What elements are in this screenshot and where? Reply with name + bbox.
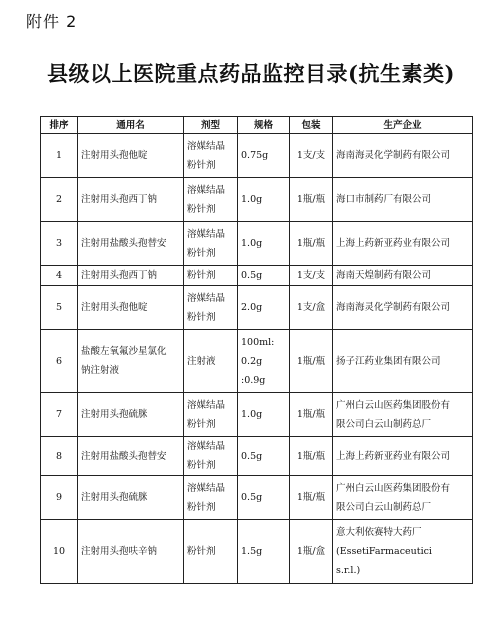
row-no <box>41 178 78 222</box>
row-spec-text: 0.75g <box>241 150 269 161</box>
row-no <box>41 476 78 520</box>
row-name-text: 注射用头孢西丁钠 <box>81 270 158 281</box>
row-pack-text: 1支/盒 <box>296 302 326 313</box>
row-pack <box>290 266 333 286</box>
row-spec <box>238 476 290 520</box>
row-name-text: 盐酸左氧氟沙星氯化 钠注射液 <box>81 346 167 376</box>
drug-table <box>40 116 473 584</box>
row-form-text: 粉针剂 <box>187 270 216 281</box>
row-form <box>184 266 238 286</box>
row-spec <box>238 266 290 286</box>
row-pack-text: 1瓶/瓶 <box>296 492 326 503</box>
row-no <box>41 222 78 266</box>
row-spec <box>238 178 290 222</box>
row-maker-text: 海南海灵化学制药有限公司 <box>336 302 451 313</box>
row-form-text: 溶媒结晶 粉针剂 <box>187 228 226 259</box>
header-no: 排序 <box>41 117 78 134</box>
row-name-text: 注射用头孢硫脒 <box>81 409 148 420</box>
row-spec <box>238 330 290 393</box>
row-spec <box>238 286 290 330</box>
row-form-text: 溶媒结晶 粉针剂 <box>187 441 226 471</box>
row-name-text: 注射用头孢西丁钠 <box>81 194 158 205</box>
header-spec: 规格 <box>238 117 290 134</box>
header-pack: 包装 <box>290 117 333 134</box>
row-pack <box>290 393 333 437</box>
row-pack <box>290 134 333 178</box>
table-row <box>41 330 473 393</box>
row-pack-text: 1支/支 <box>296 150 326 161</box>
header-maker: 生产企业 <box>333 117 473 134</box>
row-no <box>41 266 78 286</box>
row-name <box>78 437 184 476</box>
row-pack <box>290 476 333 520</box>
row-form <box>184 520 238 584</box>
row-maker-text: 意大利依赛特大药厂 (EssetiFarmaceutici s.r.l.) <box>336 527 432 576</box>
row-form-text: 溶媒结晶 粉针剂 <box>187 184 226 215</box>
row-pack <box>290 222 333 266</box>
row-form <box>184 286 238 330</box>
row-name <box>78 134 184 178</box>
row-spec <box>238 437 290 476</box>
row-name-text: 注射用头孢他啶 <box>81 302 148 313</box>
header-name: 通用名 <box>78 117 184 134</box>
row-name <box>78 520 184 584</box>
row-maker <box>333 476 473 520</box>
row-maker-text: 扬子江药业集团有限公司 <box>336 355 441 367</box>
row-no-text: 7 <box>55 409 63 420</box>
row-pack-text: 1瓶/瓶 <box>296 194 326 205</box>
row-no <box>41 134 78 178</box>
row-pack-text: 1瓶/瓶 <box>296 409 326 420</box>
row-name-text: 注射用头孢呋辛钠 <box>81 546 158 557</box>
row-spec-text: 1.0g <box>241 194 263 205</box>
row-spec-text: 1.5g <box>241 546 263 557</box>
row-spec-text: 100ml: 0.2g :0.9g <box>241 336 275 386</box>
row-no <box>41 330 78 393</box>
row-name <box>78 286 184 330</box>
row-form-text: 粉针剂 <box>187 546 216 557</box>
document-title: 县级以上医院重点药品监控目录(抗生素类) <box>47 61 455 86</box>
row-maker-text: 广州白云山医药集团股份有 限公司白云山制药总厂 <box>336 399 451 430</box>
table-row <box>41 437 473 476</box>
table-row <box>41 178 473 222</box>
row-pack <box>290 330 333 393</box>
row-pack <box>290 520 333 584</box>
row-pack <box>290 178 333 222</box>
row-form-text: 注射液 <box>187 355 216 367</box>
row-name <box>78 330 184 393</box>
row-maker <box>333 330 473 393</box>
row-form-text: 溶媒结晶 粉针剂 <box>187 399 226 430</box>
row-name-text: 注射用头孢硫脒 <box>81 492 148 503</box>
row-name-text: 注射用盐酸头孢替安 <box>81 238 167 249</box>
row-spec <box>238 393 290 437</box>
row-spec-text: 2.0g <box>241 302 263 313</box>
header-form: 剂型 <box>184 117 238 134</box>
row-name <box>78 393 184 437</box>
row-no-text: 2 <box>55 194 63 205</box>
row-pack-text: 1瓶/瓶 <box>296 450 326 462</box>
row-no <box>41 393 78 437</box>
row-no-text: 3 <box>55 238 63 249</box>
row-no-text: 9 <box>55 492 63 503</box>
row-spec-text: 1.0g <box>241 409 263 420</box>
row-name-text: 注射用盐酸头孢替安 <box>81 450 167 462</box>
row-spec-text: 1.0g <box>241 238 263 249</box>
row-maker-text: 广州白云山医药集团股份有 限公司白云山制药总厂 <box>336 482 451 513</box>
row-form <box>184 134 238 178</box>
row-maker <box>333 286 473 330</box>
row-name <box>78 222 184 266</box>
row-maker <box>333 520 473 584</box>
row-pack-text: 1瓶/盒 <box>296 546 326 557</box>
table-row <box>41 266 473 286</box>
row-maker-text: 上海上药新亚药业有限公司 <box>336 450 451 462</box>
row-pack-text: 1瓶/瓶 <box>296 238 326 249</box>
table-header-row <box>41 117 473 134</box>
row-no-text: 10 <box>52 546 66 557</box>
row-maker-text: 海口市制药厂有限公司 <box>336 194 432 205</box>
row-maker <box>333 178 473 222</box>
table-row <box>41 222 473 266</box>
row-no-text: 1 <box>55 150 63 161</box>
row-spec <box>238 520 290 584</box>
row-form <box>184 476 238 520</box>
row-no <box>41 286 78 330</box>
row-no-text: 8 <box>55 450 63 462</box>
attachment-label: 附件 2 <box>26 12 78 31</box>
row-pack-text: 1支/支 <box>296 270 326 281</box>
row-spec <box>238 222 290 266</box>
row-name <box>78 178 184 222</box>
row-name-text: 注射用头孢他啶 <box>81 150 148 161</box>
row-maker <box>333 134 473 178</box>
row-form-text: 溶媒结晶 粉针剂 <box>187 292 226 323</box>
row-form <box>184 222 238 266</box>
table-row <box>41 134 473 178</box>
row-form-text: 溶媒结晶 粉针剂 <box>187 140 226 171</box>
row-maker <box>333 393 473 437</box>
row-form-text: 溶媒结晶 粉针剂 <box>187 482 226 513</box>
row-pack <box>290 437 333 476</box>
row-spec-text: 0.5g <box>241 270 263 281</box>
row-form <box>184 393 238 437</box>
row-maker-text: 上海上药新亚药业有限公司 <box>336 238 451 249</box>
row-maker <box>333 266 473 286</box>
table-row <box>41 286 473 330</box>
row-spec <box>238 134 290 178</box>
row-maker-text: 海南天煌制药有限公司 <box>336 270 432 281</box>
row-spec-text: 0.5g <box>241 492 263 503</box>
row-form <box>184 178 238 222</box>
row-name <box>78 266 184 286</box>
row-no <box>41 520 78 584</box>
row-no-text: 6 <box>55 355 63 367</box>
row-no <box>41 437 78 476</box>
row-maker <box>333 437 473 476</box>
row-spec-text: 0.5g <box>241 450 263 462</box>
row-name <box>78 476 184 520</box>
row-no-text: 4 <box>55 270 63 281</box>
row-pack-text: 1瓶/瓶 <box>296 355 326 367</box>
row-maker <box>333 222 473 266</box>
row-maker-text: 海南海灵化学制药有限公司 <box>336 150 451 161</box>
row-no-text: 5 <box>55 302 63 313</box>
table-row <box>41 476 473 520</box>
table-row <box>41 393 473 437</box>
table-row <box>41 520 473 584</box>
row-pack <box>290 286 333 330</box>
row-form <box>184 437 238 476</box>
row-form <box>184 330 238 393</box>
